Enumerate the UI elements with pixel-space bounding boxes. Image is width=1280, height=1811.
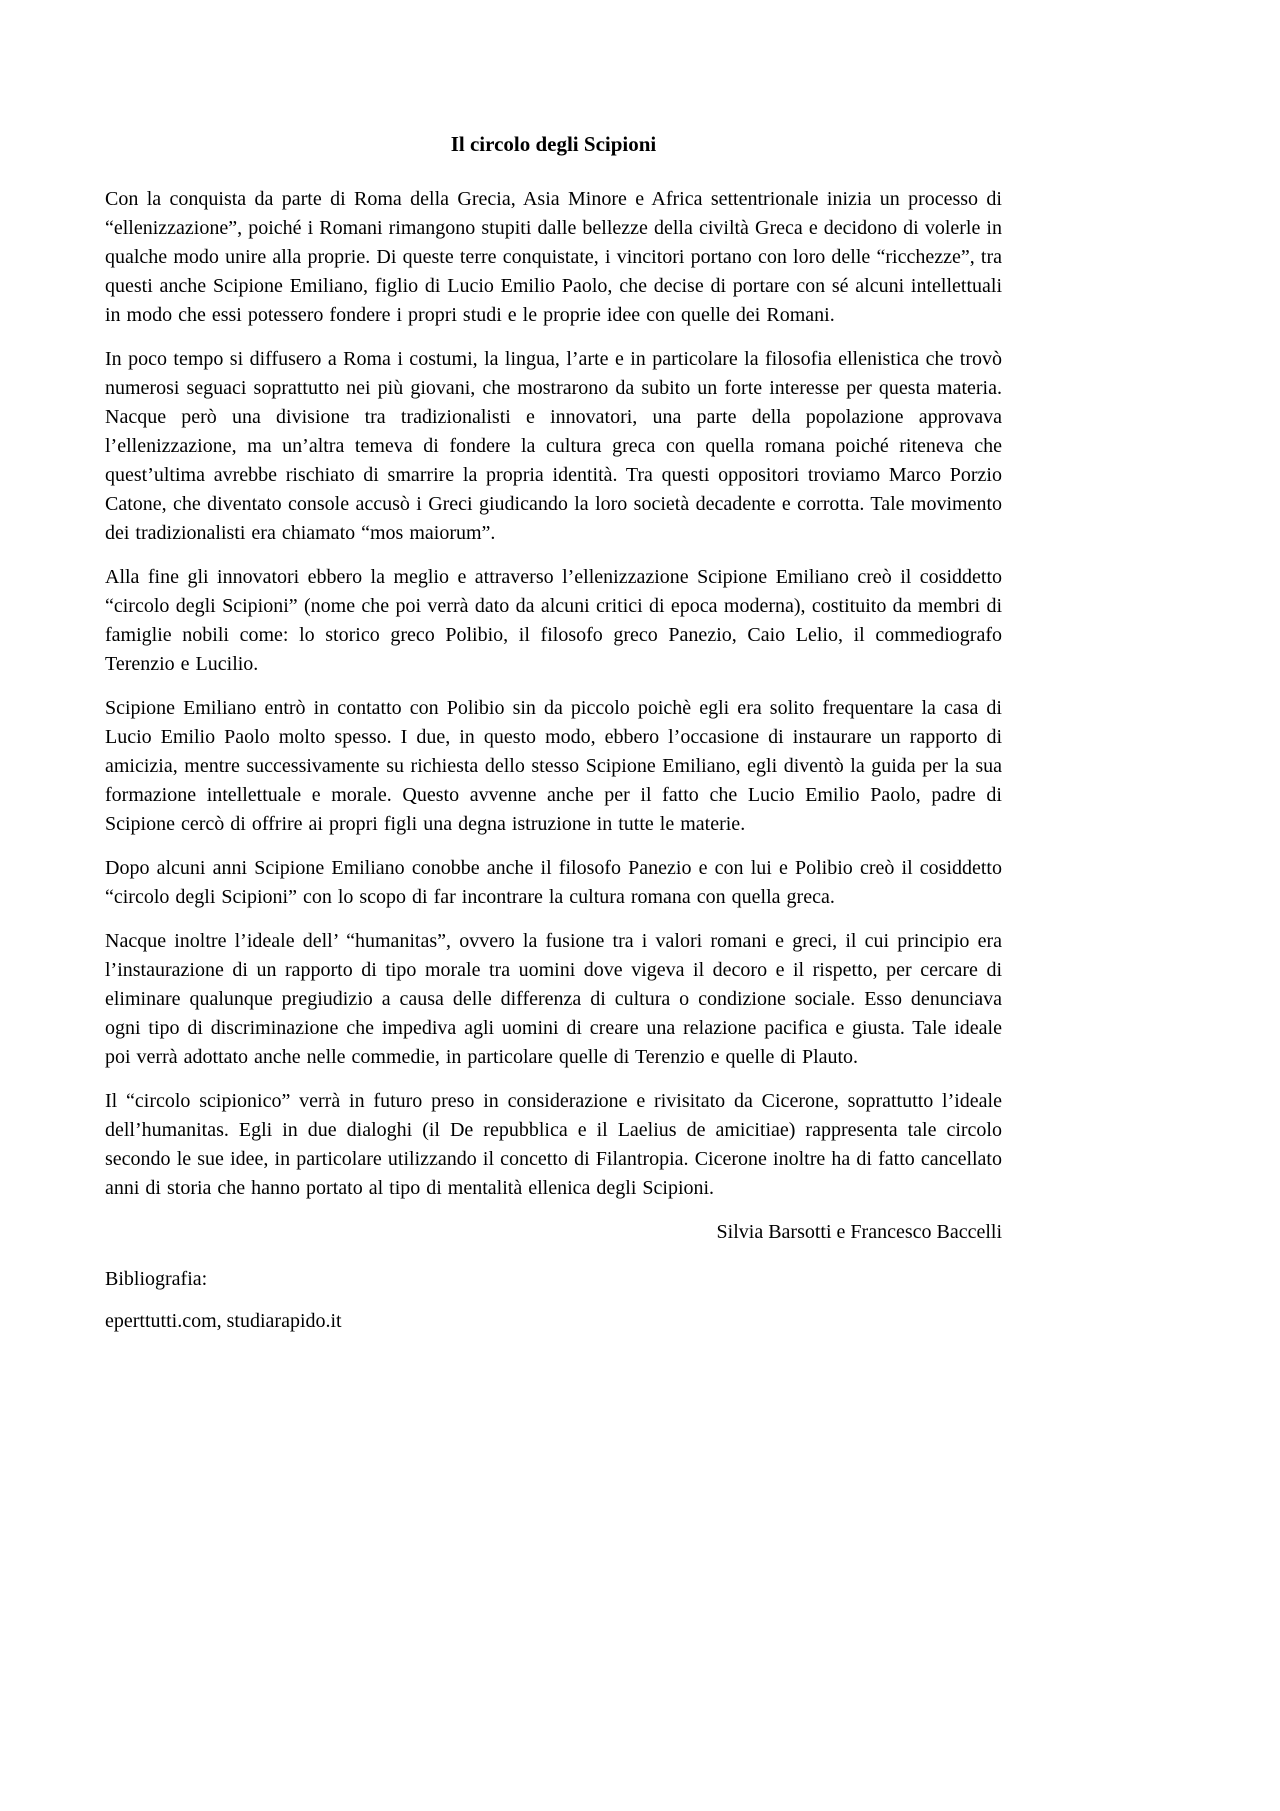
paragraph-4: Scipione Emiliano entrò in contatto con Polibio sin da piccolo poichè egli era solito frequentare la casa di Lucio Emilio Paolo molto spesso. I due, in questo modo, ebbero l’occasione di instaurare un rapporto di amicizia, mentre successivamente su richiesta dello stesso Scipione Emiliano, egli diventò la guida per la sua formazione intellettuale e morale. Questo avvenne anche per il fatto che Lucio Emilio Paolo, padre di Scipione cercò di offrire ai propri figli una degna istruzione in tutte le materie.	[105, 697, 1002, 835]
paragraph-6: Nacque inoltre l’ideale dell’ “humanitas”, ovvero la fusione tra i valori romani e greci, il cui principio era l’instaurazione di un rapporto di tipo morale tra uomini dove vigeva il decoro e il rispetto, per cercare di eliminare qualunque pregiudizio a causa delle differenza di cultura o condizione sociale. Esso denunciava ogni tipo di discriminazione che impediva agli uomini di creare una relazione pacifica e giusta. Tale ideale poi verrà adottato anche nelle commedie, in particolare quelle di Terenzio e quelle di Plauto.	[105, 930, 1002, 1068]
paragraph-7: Il “circolo scipionico” verrà in futuro preso in considerazione e rivisitato da Cicerone, soprattutto l’ideale dell’humanitas. Egli in due dialoghi (il De repubblica e il Laelius de amicitiae) rappresenta tale circolo secondo le sue idee, in particolare utilizzando il concetto di Filantropia. Cicerone inoltre ha di fatto cancellato anni di storia che hanno portato al tipo di mentalità ellenica degli Scipioni.	[105, 1090, 1002, 1199]
bibliography-sources: eperttutti.com, studiarapido.it	[105, 1310, 342, 1332]
document-content	[105, 130, 1002, 1336]
paragraph-5: Dopo alcuni anni Scipione Emiliano conobbe anche il filosofo Panezio e con lui e Polibio creò il cosiddetto “circolo degli Scipioni” con lo scopo di far incontrare la cultura romana con quella greca.	[105, 857, 1002, 908]
paragraph-1: Con la conquista da parte di Roma della Grecia, Asia Minore e Africa settentrionale inizia un processo di “ellenizzazione”, poiché i Romani rimangono stupiti dalle bellezze della civiltà Greca e decidono di volerle in qualche modo unire alla proprie. Di queste terre conquistate, i vincitori portano con loro delle “ricchezze”, tra questi anche Scipione Emiliano, figlio di Lucio Emilio Paolo, che decise di portare con sé alcuni intellettuali in modo che essi potessero fondere i propri studi e le proprie idee con quelle dei Romani.	[105, 188, 1002, 326]
paragraph-2: In poco tempo si diffusero a Roma i costumi, la lingua, l’arte e in particolare la filosofia ellenistica che trovò numerosi seguaci soprattutto nei più giovani, che mostrarono da subito un forte interesse per questa materia. Nacque però una divisione tra tradizionalisti e innovatori, una parte della popolazione approvava l’ellenizzazione, ma un’altra temeva di fondere la cultura greca con quella romana poiché riteneva che quest’ultima avrebbe rischiato di smarrire la propria identità. Tra questi oppositori troviamo Marco Porzio Catone, che diventato console accusò i Greci giudicando la loro società decadente e corrotta. Tale movimento dei tradizionalisti era chiamato “mos maiorum”.	[105, 348, 1002, 544]
author-signature: Silvia Barsotti e Francesco Baccelli	[716, 1221, 1002, 1243]
document-title: Il circolo degli Scipioni	[450, 132, 657, 156]
paragraph-3: Alla fine gli innovatori ebbero la meglio e attraverso l’ellenizzazione Scipione Emiliano creò il cosiddetto “circolo degli Scipioni” (nome che poi verrà dato da alcuni critici di epoca moderna), costituito da membri di famiglie nobili come: lo storico greco Polibio, il filosofo greco Panezio, Caio Lelio, il commediografo Terenzio e Lucilio.	[105, 566, 1002, 675]
bibliography-label: Bibliografia:	[105, 1268, 208, 1290]
